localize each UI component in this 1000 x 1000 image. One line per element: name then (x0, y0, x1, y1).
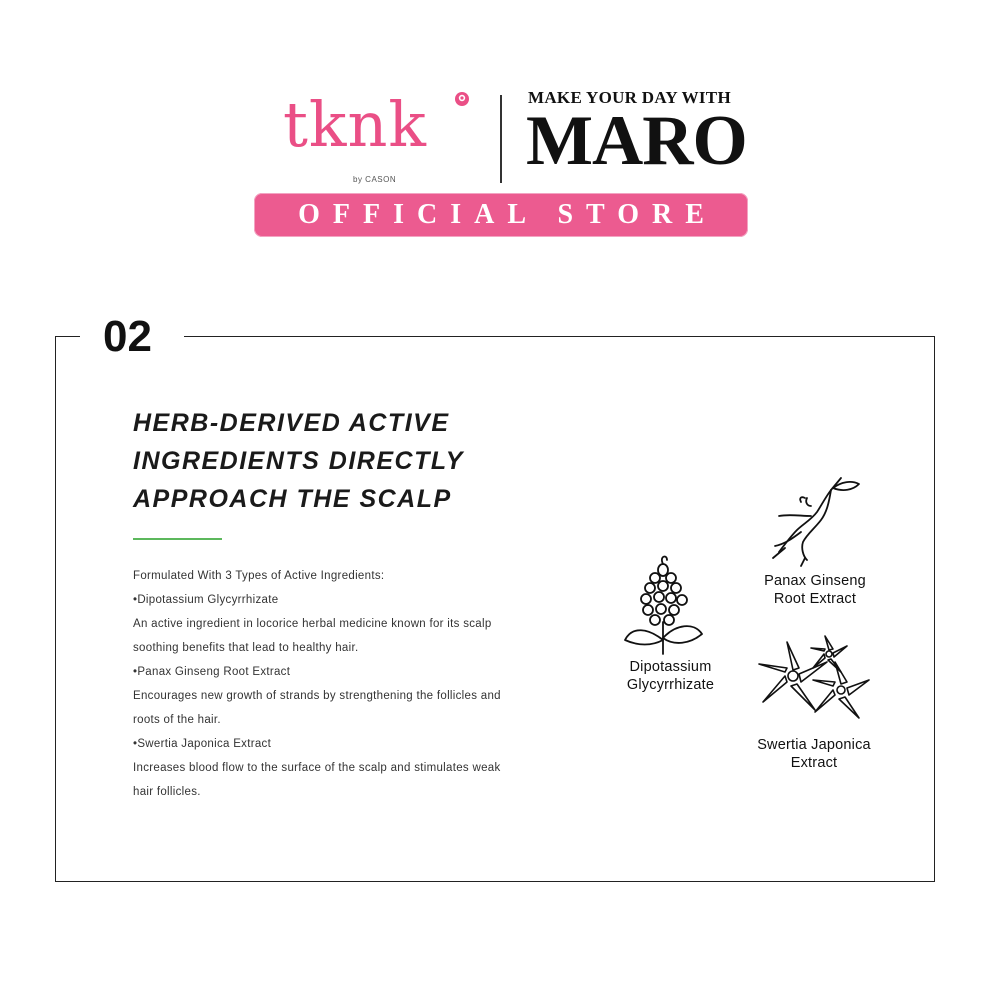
ingredient-label (745, 572, 885, 608)
licorice-flower-icon (608, 550, 733, 658)
headline-line: INGREDIENTS DIRECTLY (133, 447, 464, 475)
brand-name: tknk (283, 88, 427, 161)
ingredient-swertia (735, 632, 893, 772)
label-line: Panax Ginseng (764, 573, 866, 589)
body-line: •Panax Ginseng Root Extract (133, 666, 291, 678)
accent-rule (133, 538, 222, 540)
ingredient-ginseng (745, 472, 885, 608)
brand-divider (500, 95, 502, 183)
body-line: hair follicles. (133, 786, 201, 798)
body-line: Increases blood flow to the surface of the scalp and stimulates weak (133, 762, 501, 774)
ginseng-root-icon (745, 472, 885, 572)
label-line: Root Extract (773, 591, 857, 607)
label-line: Dipotassium (629, 659, 712, 675)
body-line: roots of the hair. (133, 714, 221, 726)
ingredient-label (735, 736, 893, 772)
partner-name: MARO (526, 102, 747, 180)
section-number: 02 (103, 312, 152, 361)
body-line: •Swertia Japonica Extract (133, 738, 272, 750)
ingredient-label (608, 658, 733, 694)
partner-tagline: MAKE YOUR DAY WITH (528, 88, 731, 107)
official-store-banner (254, 193, 748, 237)
body-line: soothing benefits that lead to healthy hair. (133, 642, 359, 654)
label-line: Glycyrrhizate (626, 677, 715, 693)
body-line: •Dipotassium Glycyrrhizate (133, 594, 279, 606)
flower-logo-icon (453, 90, 471, 108)
tknk-logo (283, 90, 483, 190)
body-copy (133, 564, 573, 804)
headline-line: HERB-DERIVED ACTIVE (133, 409, 450, 437)
brand-byline: by CASON (353, 175, 397, 184)
store-label: OFFICIAL STORE (298, 199, 717, 230)
headline-line: APPROACH THE SCALP (133, 485, 452, 513)
swertia-flower-icon (735, 632, 893, 728)
body-line: Formulated With 3 Types of Active Ingredients: (133, 570, 385, 582)
body-line: Encourages new growth of strands by strengthening the follicles and (133, 690, 501, 702)
ingredient-licorice (608, 550, 733, 694)
label-line: Swertia Japonica (757, 737, 871, 753)
label-line: Extract (790, 755, 838, 771)
section-headline (133, 404, 573, 518)
body-line: An active ingredient in locorice herbal medicine known for its scalp (133, 618, 492, 630)
